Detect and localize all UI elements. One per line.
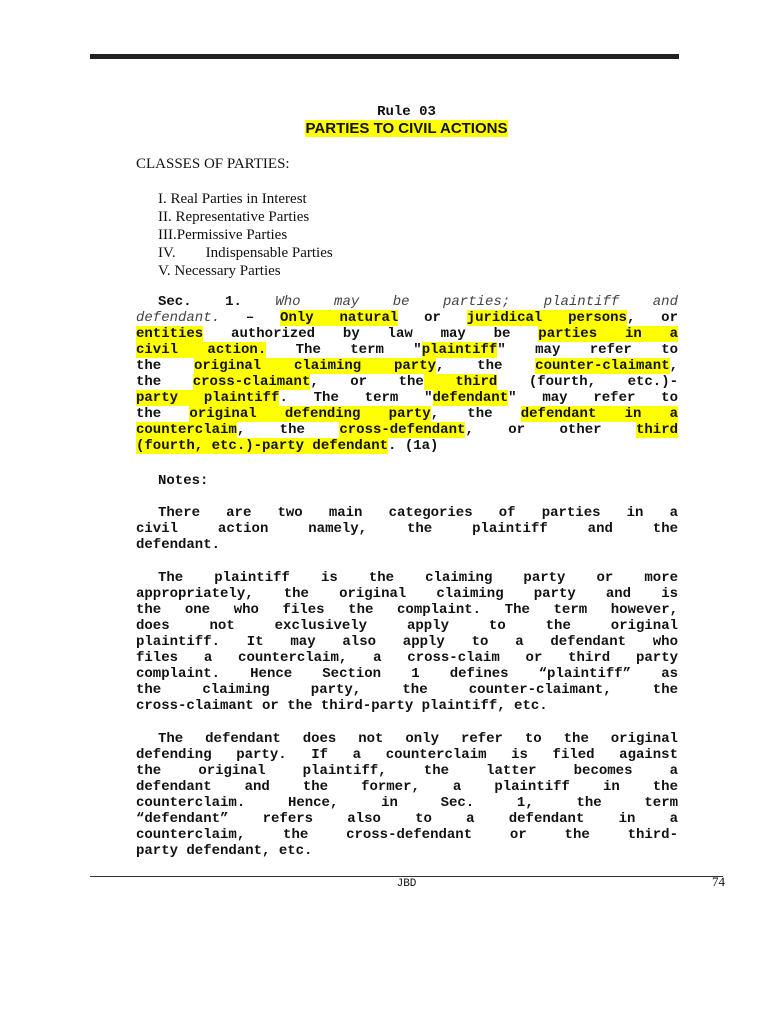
section-caption: ; plaintiff and — [501, 294, 678, 310]
paragraph-line: The defendant does not only refer to the original — [158, 731, 678, 747]
paragraph-line: does not exclusively apply to the original — [136, 618, 678, 634]
class-item: IV. Indispensable Parties — [158, 245, 333, 261]
highlighted-term: counterclaim — [136, 422, 237, 438]
notes-paragraph-2 — [136, 570, 678, 714]
highlighted-term: (fourth, etc.)-party defendant — [136, 438, 389, 454]
paragraph-line: plaintiff. It may also apply to a defendant who — [136, 634, 678, 650]
section-text-run: – — [220, 310, 281, 326]
section-text-run: Sec. 1. — [158, 294, 276, 310]
highlighted-term: civil action. — [136, 342, 267, 358]
page-title-text: PARTIES TO CIVIL ACTIONS — [305, 120, 508, 137]
section-text-run: , — [669, 358, 678, 374]
class-item: II. Representative Parties — [158, 209, 310, 225]
section-text-run: , the — [430, 406, 521, 422]
paragraph-line: defending party. If a counterclaim is filed against — [136, 747, 678, 763]
notes-paragraph-1 — [136, 505, 678, 553]
page-number: 74 — [712, 874, 725, 889]
highlighted-term: party plaintiff — [136, 390, 280, 406]
footer-author: JBD — [396, 878, 417, 890]
section-1-line — [136, 390, 678, 406]
paragraph-line: complaint. Hence Section 1 defines “plaintiff” as — [136, 666, 678, 682]
paragraph-line: appropriately, the original claiming party and is — [136, 586, 678, 602]
section-1-line — [136, 422, 678, 438]
paragraph-line: defendant and the former, a plaintiff in the — [136, 779, 678, 795]
highlighted-term: third — [635, 422, 678, 438]
highlighted-term: counter-claimant — [535, 358, 670, 374]
paragraph-line: cross-claimant or the third-party plaintiff, etc. — [136, 698, 548, 714]
highlighted-term: plaintiff — [421, 342, 498, 358]
paragraph-line: counterclaim. Hence, in Sec. 1, the term — [136, 795, 678, 811]
section-text-run: The term " — [266, 342, 422, 358]
paragraph-line: counterclaim, the cross-defendant or the third- — [136, 827, 678, 843]
section-text-run: , or other — [465, 422, 636, 438]
notes-paragraph-3 — [136, 731, 678, 859]
paragraph-line: the original plaintiff, the latter becomes a — [136, 763, 678, 779]
paragraph-line: files a counterclaim, a cross-claim or third party — [136, 650, 678, 666]
page-title — [90, 120, 723, 138]
highlighted-term: original defending party — [189, 406, 431, 422]
section-1-line — [136, 310, 678, 326]
paragraph-line: the one who files the complaint. The term however, — [136, 602, 678, 618]
section-text-run: " may refer to — [508, 390, 678, 406]
highlighted-term: defendant — [432, 390, 509, 406]
section-1-line — [136, 374, 678, 390]
highlighted-term: original claiming party — [194, 358, 436, 374]
highlighted-term: parties in a — [538, 326, 678, 342]
class-item: I. Real Parties in Interest — [158, 191, 307, 207]
classes-heading: CLASSES OF PARTIES: — [136, 156, 290, 172]
section-text-run: the — [136, 374, 193, 390]
notes-label: Notes: — [158, 473, 209, 489]
highlighted-term: juridical persons — [466, 310, 627, 326]
paragraph-line: party defendant, etc. — [136, 843, 313, 859]
section-text-run: . The term " — [279, 390, 433, 406]
footer-rule-line — [90, 876, 723, 877]
section-1-line — [136, 358, 678, 374]
class-item: III.Permissive Parties — [158, 227, 288, 243]
section-text-run: " may refer to — [497, 342, 678, 358]
highlighted-term: defendant in a — [520, 406, 678, 422]
rule-number: Rule 03 — [377, 104, 436, 120]
highlighted-term: entities — [136, 326, 204, 342]
paragraph-line: The plaintiff is the claiming party or more — [158, 570, 678, 586]
section-text-run: or — [398, 310, 467, 326]
highlighted-term: Only natural — [280, 310, 399, 326]
section-1-line — [136, 406, 678, 422]
highlighted-term: cross-defendant — [339, 422, 466, 438]
section-1-line — [136, 342, 678, 358]
section-text-run: , the — [236, 422, 340, 438]
highlighted-term: cross-claimant — [192, 374, 311, 390]
highlighted-term: third — [423, 374, 498, 390]
section-caption: Who may be parties — [275, 294, 502, 310]
classes-list — [158, 190, 333, 280]
paragraph-line: “defendant” refers also to a defendant in a — [136, 811, 678, 827]
paragraph-line: There are two main categories of parties in a — [158, 505, 678, 521]
section-1-text — [136, 294, 678, 454]
section-text-run: the — [136, 406, 190, 422]
section-text-run: , the — [436, 358, 536, 374]
section-1-line — [136, 326, 678, 342]
section-text-run: , or the — [310, 374, 424, 390]
section-text-run: . (1a) — [388, 438, 439, 454]
section-1-line — [136, 294, 678, 310]
top-rule-line — [90, 54, 679, 59]
section-text-run: the — [136, 358, 194, 374]
section-text-run: authorized by law may be — [203, 326, 539, 342]
section-caption: defendant. — [136, 310, 221, 326]
section-1-line — [136, 438, 678, 454]
paragraph-line: the claiming party, the counter-claimant, the — [136, 682, 678, 698]
class-item: V. Necessary Parties — [158, 263, 281, 279]
section-text-run: (fourth, etc.)- — [497, 374, 678, 390]
paragraph-line: civil action namely, the plaintiff and the — [136, 521, 678, 537]
paragraph-line: defendant. — [136, 537, 221, 553]
section-text-run: , or — [626, 310, 678, 326]
